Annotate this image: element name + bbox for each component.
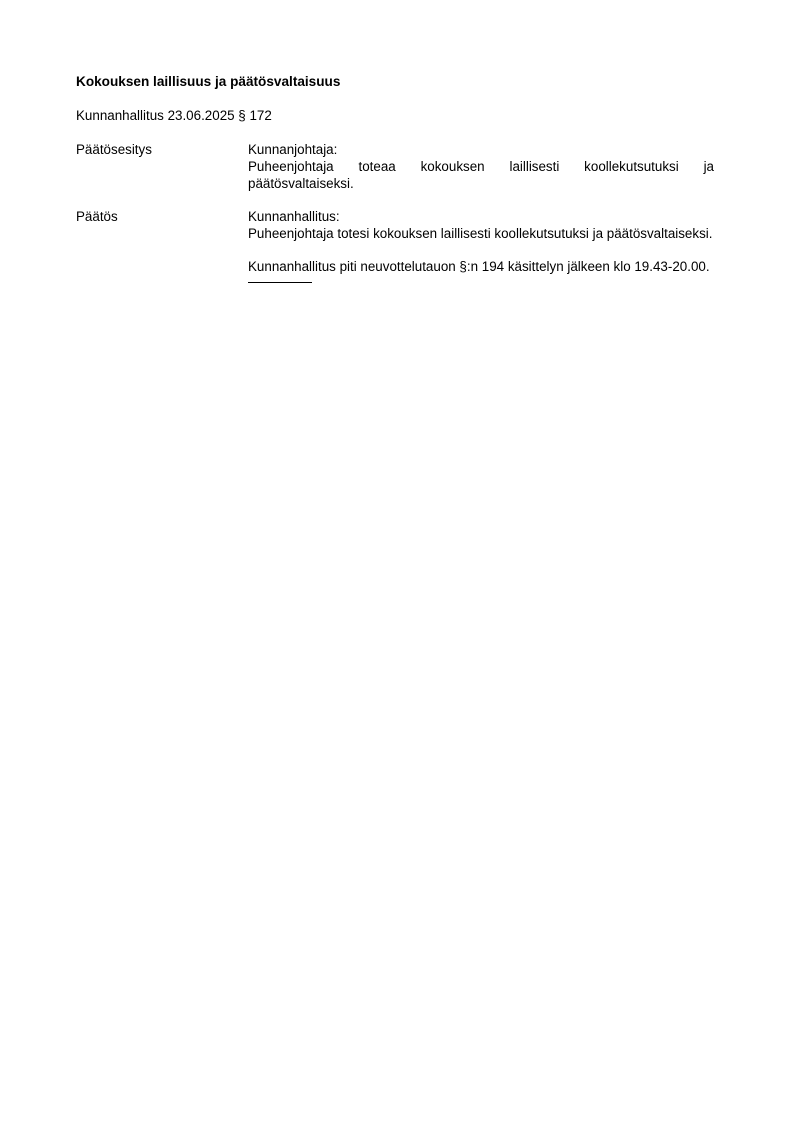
- section-end-rule: [248, 276, 312, 283]
- meeting-reference: Kunnanhallitus 23.06.2025 § 172: [76, 108, 272, 123]
- proposal-speaker: Kunnanjohtaja:: [248, 142, 338, 157]
- proposal-body: [248, 142, 714, 192]
- decision-note: Kunnanhallitus piti neuvottelutauon §:n 194 käsittelyn jälkeen klo 19.43-20.00.: [248, 259, 710, 275]
- decision-body: [248, 209, 714, 283]
- document-title: Kokouksen laillisuus ja päätösvaltaisuus: [76, 74, 341, 89]
- proposal-label: Päätösesitys: [76, 142, 152, 157]
- proposal-text: Puheenjohtaja toteaa kokouksen laillisesti koollekutsutuksi ja päätösvaltaiseksi.: [248, 158, 714, 191]
- decision-speaker: Kunnanhallitus:: [248, 209, 340, 224]
- decision-label: Päätös: [76, 209, 118, 224]
- decision-text: Puheenjohtaja totesi kokouksen laillisesti koollekutsutuksi ja päätösvaltaiseksi.: [248, 225, 713, 241]
